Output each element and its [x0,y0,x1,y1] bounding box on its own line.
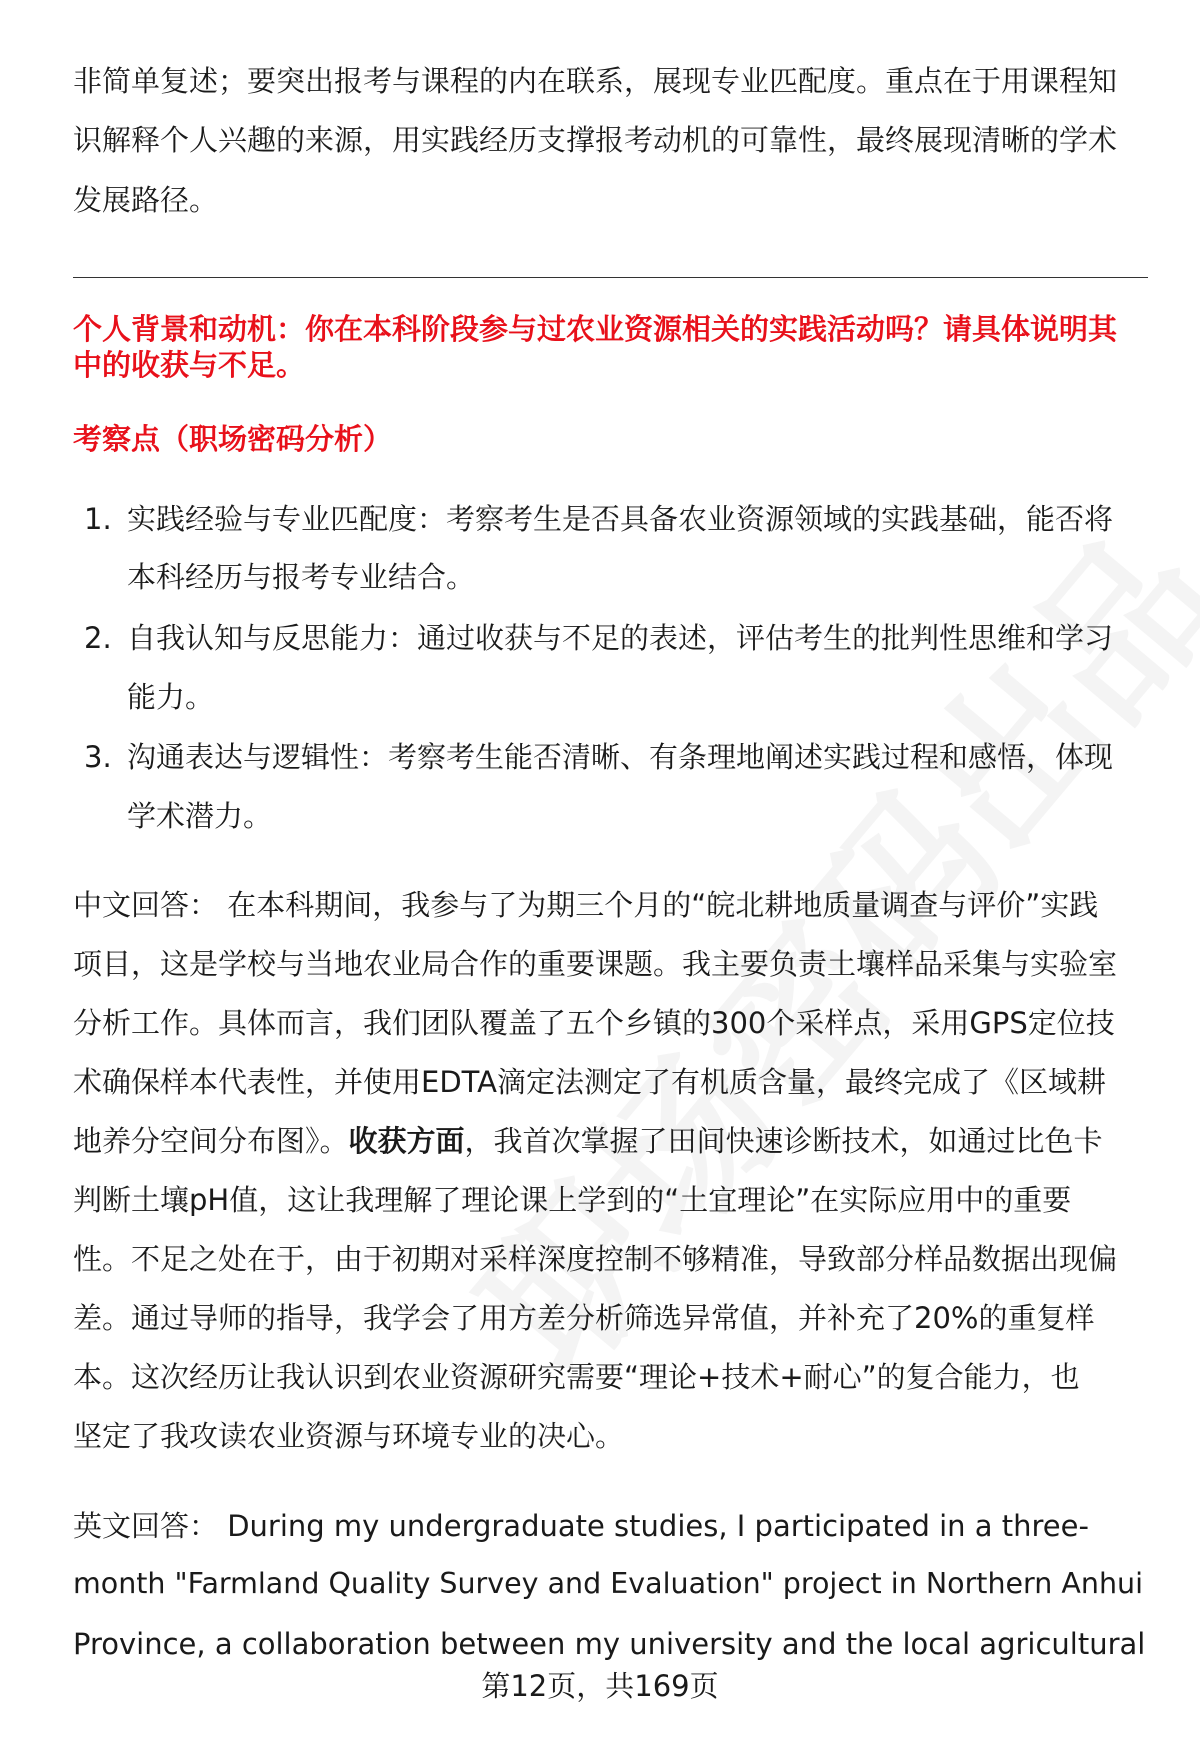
english-answer-line: 英文回答： During my undergraduate studies, I participated in a three- [73,1509,1089,1543]
list-number: 1. [84,502,112,536]
chinese-answer-line: 判断土壤pH值，这让我理解了理论课上学到的“土宜理论”在实际应用中的重要 [73,1183,1072,1217]
chinese-answer-line: 坚定了我攻读农业资源与环境专业的决心。 [73,1419,625,1453]
text: 地养分空间分布图》。 [73,1124,349,1158]
chinese-answer-line: 中文回答： 在本科期间，我参与了为期三个月的“皖北耕地质量调查与评价”实践 [73,888,1099,922]
chinese-answer-line: 差。通过导师的指导，我学会了用方差分析筛选异常值，并补充了20%的重复样 [73,1301,1095,1335]
question-heading: 个人背景和动机：你在本科阶段参与过农业资源相关的实践活动吗？请具体说明其 [73,312,1118,346]
list-number: 2. [84,621,112,655]
analysis-heading: 考察点（职场密码分析） [73,422,393,456]
list-item: 沟通表达与逻辑性：考察考生能否清晰、有条理地阐述实践过程和感悟，体现 [127,740,1114,774]
chinese-answer-line: 术确保样本代表性，并使用EDTA滴定法测定了有机质含量，最终完成了《区域耕 [73,1065,1106,1099]
chinese-answer-line: 分析工作。具体而言，我们团队覆盖了五个乡镇的300个采样点，采用GPS定位技 [73,1006,1115,1040]
english-answer-line: Province, a collaboration between my university and the local agricultural [73,1627,1146,1661]
english-answer-line: month "Farmland Quality Survey and Evaluation" project in Northern Anhui [73,1567,1144,1600]
chinese-answer-line: 项目，这是学校与当地农业局合作的重要课题。我主要负责土壤样品采集与实验室 [73,947,1118,981]
intro-line: 发展路径。 [73,183,219,217]
list-item: 实践经验与专业匹配度：考察考生是否具备农业资源领域的实践基础，能否将 [127,502,1114,536]
list-item: 自我认知与反思能力：通过收获与不足的表述，评估考生的批判性思维和学习 [127,621,1114,655]
text: ，我首次掌握了田间快速诊断技术，如通过比色卡 [464,1124,1103,1158]
list-number: 3. [84,740,112,774]
question-heading: 中的收获与不足。 [73,348,306,382]
page-footer: 第12页，共169页 [481,1669,719,1703]
bold-text: 收获方面 [348,1124,465,1158]
section-divider [73,277,1148,278]
chinese-answer-line [73,1121,1103,1161]
list-item: 学术潜力。 [127,799,273,833]
chinese-answer-line: 性。不足之处在于，由于初期对采样深度控制不够精准，导致部分样品数据出现偏 [73,1242,1118,1276]
chinese-answer-line: 本。这次经历让我认识到农业资源研究需要“理论+技术+耐心”的复合能力，也 [73,1360,1080,1394]
list-item: 本科经历与报考专业结合。 [127,560,476,594]
intro-line: 非简单复述；要突出报考与课程的内在联系，展现专业匹配度。重点在于用课程知 [73,64,1118,98]
list-item: 能力。 [127,680,215,714]
intro-line: 识解释个人兴趣的来源，用实践经历支撑报考动机的可靠性，最终展现清晰的学术 [73,123,1118,157]
